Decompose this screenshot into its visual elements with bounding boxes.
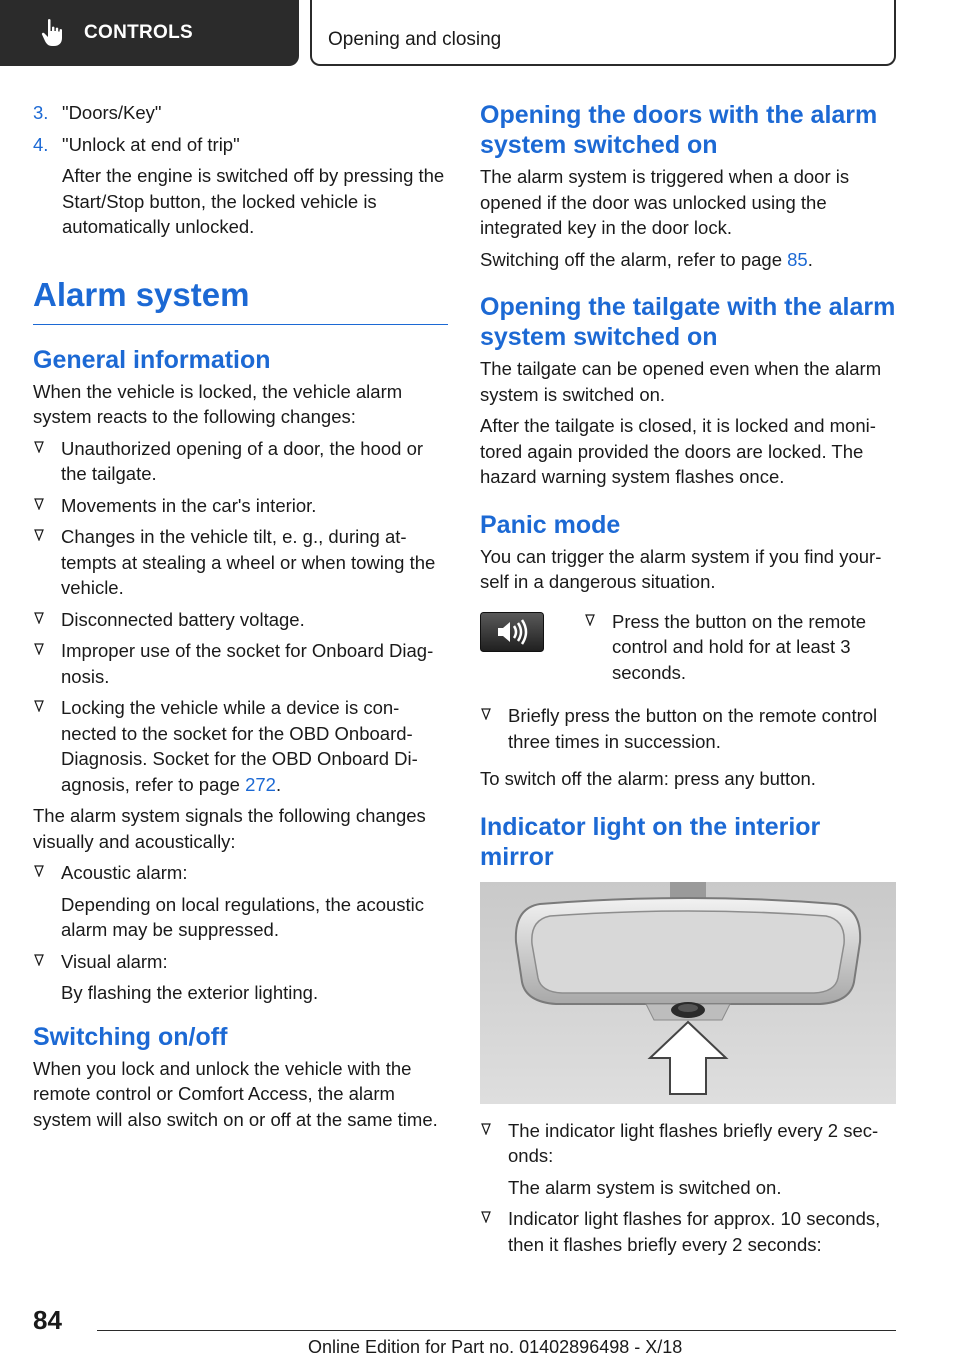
visual-desc: By flashing the exterior lighting.: [61, 982, 319, 1003]
tailgate-text-2: After the tailgate is closed, it is locked and monitored again provided the doors are locked. The hazard warning system flashes once.: [480, 415, 876, 487]
page-number: 84: [33, 1305, 62, 1335]
bullet-triangle-icon: [585, 614, 595, 626]
general-heading: General information: [33, 345, 271, 374]
general-intro: When the vehicle is locked, the vehicle alarm system reacts to the following changes:: [33, 380, 403, 427]
list-item: Press the button on the remote control and hold for at least 3 seconds.: [584, 609, 896, 686]
list-item: Changes in the vehicle tilt, e. g., during attempts at stealing a wheel or when towing the vehicle.: [33, 524, 448, 601]
interior-mirror-illustration: [480, 882, 896, 1104]
tailgate-heading: Opening the tailgate with the alarm system switched on: [480, 293, 896, 351]
tailgate-text-1: The tailgate can be opened even when the alarm system is switched on.: [480, 358, 882, 405]
item-number: 3.: [33, 102, 49, 123]
switch-off-ref: Switching off the alarm, refer to page 85.: [480, 248, 813, 270]
list-item: Unauthorized opening of a door, the hood or the tailgate.: [33, 436, 448, 487]
list-item: Visual alarm: By flashing the exterior lighting.: [33, 949, 448, 1006]
list-item: The indicator light flashes briefly every 2 seconds: The alarm system is switched on.: [480, 1118, 896, 1201]
doors-text: The alarm system is triggered when a door is opened if the door was unlocked using the integrated key in the door lock.: [480, 166, 850, 238]
page-link-85[interactable]: 85: [787, 248, 808, 270]
bullet-triangle-icon: [34, 643, 44, 655]
bullet-triangle-icon: [34, 700, 44, 712]
panic-step-list: [584, 609, 896, 692]
switching-text: When you lock and unlock the vehicle with the remote control or Comfort Access, the alarm system will also switch on or off at the same time.: [33, 1057, 438, 1130]
list-item: Disconnected battery voltage.: [33, 607, 448, 633]
bullet-triangle-icon: [34, 441, 44, 453]
list-item: Improper use of the socket for Onboard Diagnosis.: [33, 638, 448, 689]
chapter-heading: Alarm system: [33, 276, 448, 325]
panic-heading: Panic mode: [480, 510, 621, 539]
panic-off-text: To switch off the alarm: press any button.: [480, 768, 816, 789]
edition-text: Online Edition for Part no. 01402896498 - X/18: [308, 1337, 683, 1357]
item-number: 4.: [33, 133, 49, 155]
numbered-item-3: [33, 100, 448, 126]
item-text: "Unlock at end of trip": [62, 133, 240, 155]
panic-alt-list: [480, 703, 896, 754]
panic-button-row: [480, 609, 896, 698]
indicator-heading: Indicator light on the interior mirror: [480, 812, 821, 871]
bullet-triangle-icon: [481, 708, 491, 720]
list-item: Briefly press the button on the remote control three times in succession.: [480, 703, 896, 754]
list-item: Indicator light flashes for approx. 10 seconds, then it flashes briefly every 2 seconds:: [480, 1206, 896, 1257]
panic-text: You can trigger the alarm system if you find yourself in a dangerous situation.: [480, 545, 882, 592]
bullet-triangle-icon: [34, 865, 44, 877]
changes-list: [33, 436, 448, 798]
indicator-list: [480, 1118, 896, 1258]
indicator-sub: The alarm system is switched on.: [508, 1176, 782, 1198]
chapter-title: Opening and closing: [328, 29, 502, 50]
alarm-type-list: [33, 860, 448, 1006]
alarm-speaker-icon: [480, 612, 544, 652]
page-link-272[interactable]: 272: [245, 773, 276, 795]
footer-divider: [97, 1330, 896, 1331]
bullet-triangle-icon: [481, 1211, 491, 1223]
acoustic-desc: Depending on local regulations, the acoustic alarm may be suppressed.: [61, 893, 425, 940]
item4-description: After the engine is switched off by pressing the Start/Stop button, the locked vehicle is automatically unlocked.: [62, 165, 445, 237]
hand-pointer-icon: [40, 18, 66, 48]
signals-intro: The alarm system signals the following changes visually and acoustically:: [33, 805, 426, 852]
bullet-triangle-icon: [34, 612, 44, 624]
chapter-tab-label: CONTROLS: [84, 22, 194, 43]
bullet-triangle-icon: [481, 1123, 491, 1135]
list-item: Locking the vehicle while a device is connected to the socket for the OBD Onboard-Diagnosis. Socket for the OBD Onboard Diagnosis, refer to page 272.: [33, 695, 448, 797]
chapter-title-box: [310, 0, 896, 66]
numbered-item-4: [33, 132, 448, 158]
doors-heading: Opening the doors with the alarm system switched on: [480, 101, 878, 159]
bullet-triangle-icon: [34, 954, 44, 966]
list-item: Acoustic alarm: Depending on local regulations, the acoustic alarm may be suppressed.: [33, 860, 448, 943]
chapter-tab[interactable]: [0, 0, 299, 66]
right-column: [480, 100, 896, 1263]
item-text: "Doors/Key": [62, 102, 162, 123]
bullet-triangle-icon: [34, 529, 44, 541]
list-item: Movements in the car's interior.: [33, 493, 448, 519]
switching-heading: Switching on/off: [33, 1022, 228, 1051]
left-column: [33, 100, 448, 1138]
bullet-triangle-icon: [34, 498, 44, 510]
